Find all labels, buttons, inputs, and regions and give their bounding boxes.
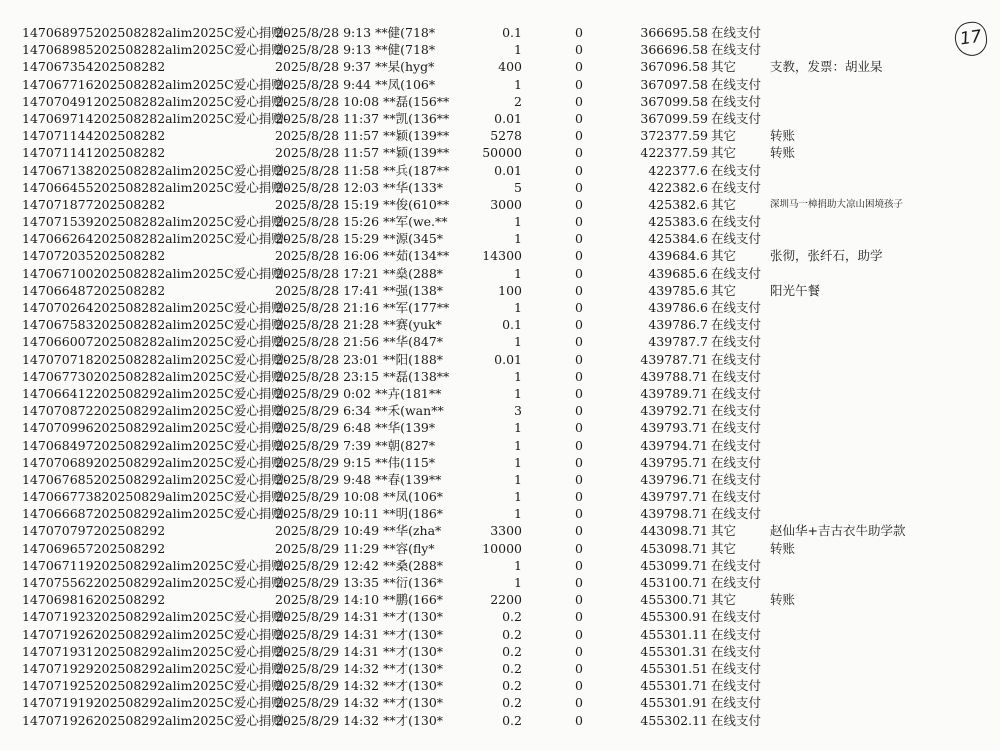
transaction-amount: 0.01 <box>494 351 522 367</box>
table-row <box>0 471 1000 488</box>
transaction-id: 147067685202508292alim2025C爱心捐赠- <box>22 471 289 487</box>
transaction-id: 147069816202508292 <box>22 592 166 608</box>
transaction-fee: 0 <box>575 317 583 333</box>
payment-type: 在线支付 <box>711 231 762 247</box>
transaction-fee: 0 <box>575 385 583 401</box>
transaction-time-donor: 2025/8/29 11:29 **容(fly* <box>275 540 435 556</box>
transaction-id: 147070264202508282alim2025C爱心捐赠- <box>22 300 289 315</box>
transaction-amount: 1 <box>514 334 522 350</box>
payment-type: 在线支付 <box>711 454 762 470</box>
account-balance: 455301.31 <box>640 643 708 659</box>
transaction-amount: 1 <box>514 265 522 281</box>
table-row <box>0 660 1000 677</box>
transaction-fee: 0 <box>575 334 583 350</box>
transaction-amount: 0.1 <box>502 317 522 333</box>
table-row <box>0 368 1000 385</box>
account-balance: 422377.6 <box>648 162 708 178</box>
payment-type: 在线支付 <box>711 437 762 453</box>
transaction-note: 转账 <box>770 592 796 608</box>
transaction-id: 147072035202508282 <box>22 248 166 264</box>
account-balance: 439793.71 <box>640 420 708 436</box>
payment-type: 在线支付 <box>711 265 762 281</box>
transaction-id: 147071141202508282 <box>22 145 166 161</box>
transaction-time-donor: 2025/8/28 11:57 **颖(139** <box>275 145 450 161</box>
transaction-fee: 0 <box>575 351 583 367</box>
transaction-note: 支教，发票：胡业杲 <box>770 59 883 75</box>
table-row <box>0 24 1000 41</box>
account-balance: 455301.51 <box>640 660 708 676</box>
table-row <box>0 351 1000 368</box>
transaction-id: 147071877202508282 <box>22 196 166 212</box>
transaction-id: 147068985202508282alim2025C爱心捐赠- <box>22 42 289 58</box>
transaction-amount: 0.2 <box>502 695 522 711</box>
table-row <box>0 282 1000 299</box>
transaction-time-donor: 2025/8/29 14:32 **才(130* <box>275 678 444 694</box>
payment-type: 在线支付 <box>711 25 762 40</box>
account-balance: 455301.71 <box>640 678 708 694</box>
payment-type: 在线支付 <box>711 300 762 315</box>
transaction-fee: 0 <box>575 643 583 659</box>
transaction-time-donor: 2025/8/29 14:32 **才(130* <box>275 712 444 728</box>
transaction-fee: 0 <box>575 300 583 315</box>
transaction-time-donor: 2025/8/28 17:41 **强(138* <box>275 282 444 298</box>
account-balance: 422377.59 <box>640 145 708 161</box>
transaction-amount: 0.01 <box>494 110 522 126</box>
transaction-id: 147067100202508282alim2025C爱心捐赠- <box>22 265 289 281</box>
table-row <box>0 299 1000 316</box>
transaction-amount: 1 <box>514 437 522 453</box>
table-row <box>0 196 1000 213</box>
transaction-id: 147066687202508292alim2025C爱心捐赠- <box>22 506 289 522</box>
payment-type: 在线支付 <box>711 317 762 333</box>
transaction-amount: 2200 <box>490 592 522 608</box>
table-row <box>0 677 1000 694</box>
transaction-id: 147071931202508292alim2025C爱心捐赠- <box>22 643 289 659</box>
account-balance: 425384.6 <box>648 231 708 247</box>
transaction-id: 147070797202508292 <box>22 523 166 539</box>
table-row <box>0 712 1000 729</box>
transaction-note: 张彻，张纤石，助学 <box>770 248 883 264</box>
transaction-time-donor: 2025/8/28 23:15 **磊(138** <box>275 368 450 384</box>
transaction-amount: 0.2 <box>502 643 522 659</box>
transaction-note: 赵仙华+吉古衣牛助学款 <box>770 523 906 539</box>
transaction-amount: 1 <box>514 368 522 384</box>
transaction-time-donor: 2025/8/28 21:16 **军(177** <box>275 300 450 315</box>
transaction-time-donor: 2025/8/29 14:32 **才(130* <box>275 695 444 711</box>
transaction-id: 147070996202508292alim2025C爱心捐赠- <box>22 420 289 436</box>
payment-type: 在线支付 <box>711 626 762 642</box>
table-row <box>0 437 1000 454</box>
account-balance: 455301.11 <box>640 626 708 642</box>
transaction-time-donor: 2025/8/29 10:11 **明(186* <box>275 506 444 522</box>
transaction-id: 147068497202508292alim2025C爱心捐赠- <box>22 437 289 453</box>
payment-type: 在线支付 <box>711 385 762 401</box>
table-row <box>0 247 1000 264</box>
payment-type: 在线支付 <box>711 93 762 109</box>
transaction-id: 147071925202508292alim2025C爱心捐赠- <box>22 678 289 694</box>
transaction-time-donor: 2025/8/29 7:39 **朝(827* <box>275 437 436 453</box>
account-balance: 439786.6 <box>648 300 708 315</box>
table-row <box>0 110 1000 127</box>
payment-type: 在线支付 <box>711 557 762 573</box>
transaction-time-donor: 2025/8/28 17:21 **燊(288* <box>275 265 444 281</box>
account-balance: 422382.6 <box>648 179 708 195</box>
payment-type: 其它 <box>711 248 737 264</box>
transaction-time-donor: 2025/8/28 16:06 **茹(134** <box>275 248 450 264</box>
payment-type: 在线支付 <box>711 678 762 694</box>
table-row <box>0 522 1000 539</box>
transaction-amount: 50000 <box>482 145 522 161</box>
transaction-time-donor: 2025/8/29 13:35 **衍(136* <box>275 575 444 590</box>
transaction-fee: 0 <box>575 76 583 92</box>
transaction-fee: 0 <box>575 403 583 419</box>
transaction-fee: 0 <box>575 282 583 298</box>
transaction-time-donor: 2025/8/29 14:31 **才(130* <box>275 626 444 642</box>
transaction-amount: 1 <box>514 420 522 436</box>
transaction-time-donor: 2025/8/29 14:32 **才(130* <box>275 660 444 676</box>
account-balance: 439787.71 <box>640 351 708 367</box>
transaction-time-donor: 2025/8/29 10:49 **华(zha* <box>275 523 442 539</box>
account-balance: 453100.71 <box>640 575 708 590</box>
account-balance: 372377.59 <box>640 128 708 144</box>
payment-type: 其它 <box>711 282 737 298</box>
transaction-note: 转账 <box>770 540 796 556</box>
transaction-id: 147067716202508282alim2025C爱心捐赠- <box>22 76 289 92</box>
account-balance: 439798.71 <box>640 506 708 522</box>
transaction-amount: 1 <box>514 506 522 522</box>
payment-type: 在线支付 <box>711 179 762 195</box>
payment-type: 在线支付 <box>711 351 762 367</box>
table-row <box>0 626 1000 643</box>
payment-type: 在线支付 <box>711 660 762 676</box>
transaction-amount: 1 <box>514 471 522 487</box>
transaction-id: 147066007202508282alim2025C爱心捐赠- <box>22 334 289 350</box>
transaction-amount: 1 <box>514 557 522 573</box>
transaction-time-donor: 2025/8/28 12:03 **华(133* <box>275 179 444 195</box>
transaction-id: 147066773820250829alim2025C爱心捐赠- <box>22 489 289 505</box>
transaction-fee: 0 <box>575 25 583 40</box>
transaction-amount: 1 <box>514 231 522 247</box>
transaction-time-donor: 2025/8/28 11:37 **凯(136** <box>275 110 450 126</box>
account-balance: 439794.71 <box>640 437 708 453</box>
table-row <box>0 419 1000 436</box>
payment-type: 在线支付 <box>711 214 762 230</box>
transaction-fee: 0 <box>575 506 583 522</box>
account-balance: 455300.91 <box>640 609 708 625</box>
transaction-note: 转账 <box>770 145 796 161</box>
transaction-fee: 0 <box>575 110 583 126</box>
transaction-id: 147069714202508282alim2025C爱心捐赠- <box>22 110 289 126</box>
payment-type: 在线支付 <box>711 471 762 487</box>
transaction-amount: 3 <box>514 403 522 419</box>
transaction-amount: 0.2 <box>502 609 522 625</box>
transaction-amount: 1 <box>514 214 522 230</box>
transaction-note: 转账 <box>770 128 796 144</box>
transaction-amount: 1 <box>514 575 522 590</box>
transaction-amount: 10000 <box>482 540 522 556</box>
transaction-time-donor: 2025/8/29 6:48 **华(139* <box>275 420 436 436</box>
transaction-fee: 0 <box>575 420 583 436</box>
account-balance: 439787.7 <box>648 334 708 350</box>
transaction-list <box>0 24 1000 729</box>
account-balance: 439786.7 <box>648 317 708 333</box>
payment-type: 在线支付 <box>711 162 762 178</box>
transaction-amount: 1 <box>514 454 522 470</box>
transaction-time-donor: 2025/8/28 9:37 **杲(hyg* <box>275 59 435 75</box>
table-row <box>0 265 1000 282</box>
table-row <box>0 591 1000 608</box>
transaction-time-donor: 2025/8/29 14:31 **才(130* <box>275 609 444 625</box>
transaction-fee: 0 <box>575 214 583 230</box>
transaction-amount: 100 <box>498 282 522 298</box>
transaction-id: 147071923202508292alim2025C爱心捐赠- <box>22 609 289 625</box>
transaction-fee: 0 <box>575 179 583 195</box>
payment-type: 其它 <box>711 523 737 539</box>
transaction-time-donor: 2025/8/28 23:01 **阳(188* <box>275 351 444 367</box>
transaction-id: 147071919202508292alim2025C爱心捐赠- <box>22 695 289 711</box>
transaction-fee: 0 <box>575 471 583 487</box>
transaction-fee: 0 <box>575 540 583 556</box>
transaction-fee: 0 <box>575 489 583 505</box>
transaction-time-donor: 2025/8/28 21:28 **赛(yuk* <box>275 317 442 333</box>
transaction-fee: 0 <box>575 695 583 711</box>
payment-type: 在线支付 <box>711 489 762 505</box>
transaction-time-donor: 2025/8/29 9:48 **春(139** <box>275 471 442 487</box>
transaction-time-donor: 2025/8/29 14:10 **鹏(166* <box>275 592 444 608</box>
transaction-fee: 0 <box>575 231 583 247</box>
transaction-id: 147071539202508282alim2025C爱心捐赠- <box>22 214 289 230</box>
payment-type: 其它 <box>711 196 737 212</box>
account-balance: 455300.71 <box>640 592 708 608</box>
account-balance: 425382.6 <box>648 196 708 212</box>
transaction-fee: 0 <box>575 557 583 573</box>
table-row <box>0 574 1000 591</box>
table-row <box>0 144 1000 161</box>
transaction-amount: 0.2 <box>502 660 522 676</box>
transaction-time-donor: 2025/8/29 0:02 **卉(181** <box>275 385 442 401</box>
account-balance: 439795.71 <box>640 454 708 470</box>
transaction-fee: 0 <box>575 93 583 109</box>
table-row <box>0 41 1000 58</box>
account-balance: 455301.91 <box>640 695 708 711</box>
transaction-amount: 1 <box>514 42 522 58</box>
table-row <box>0 557 1000 574</box>
table-row <box>0 385 1000 402</box>
transaction-id: 147066412202508292alim2025C爱心捐赠- <box>22 385 289 401</box>
account-balance: 367097.58 <box>640 76 708 92</box>
transaction-fee: 0 <box>575 660 583 676</box>
payment-type: 在线支付 <box>711 110 762 126</box>
account-balance: 439788.71 <box>640 368 708 384</box>
transaction-amount: 0.01 <box>494 162 522 178</box>
table-row <box>0 454 1000 471</box>
transaction-id: 147067354202508282 <box>22 59 166 75</box>
transaction-time-donor: 2025/8/28 11:57 **颖(139** <box>275 128 450 144</box>
transaction-amount: 0.2 <box>502 712 522 728</box>
table-row <box>0 608 1000 625</box>
table-row <box>0 93 1000 110</box>
transaction-time-donor: 2025/8/28 9:13 **健(718* <box>275 25 436 40</box>
table-row <box>0 402 1000 419</box>
payment-type: 在线支付 <box>711 575 762 590</box>
transaction-amount: 5278 <box>490 128 522 144</box>
transaction-time-donor: 2025/8/28 21:56 **华(847* <box>275 334 444 350</box>
table-row <box>0 179 1000 196</box>
transaction-id: 147067138202508282alim2025C爱心捐赠- <box>22 162 289 178</box>
transaction-fee: 0 <box>575 368 583 384</box>
account-balance: 367099.58 <box>640 93 708 109</box>
transaction-time-donor: 2025/8/29 9:15 **伟(115* <box>275 454 436 470</box>
transaction-fee: 0 <box>575 626 583 642</box>
transaction-amount: 5 <box>514 179 522 195</box>
payment-type: 在线支付 <box>711 403 762 419</box>
payment-type: 在线支付 <box>711 420 762 436</box>
transaction-id: 147070872202508292alim2025C爱心捐赠- <box>22 403 289 419</box>
table-row <box>0 643 1000 660</box>
table-row <box>0 540 1000 557</box>
transaction-fee: 0 <box>575 575 583 590</box>
transaction-id: 147071926202508292alim2025C爱心捐赠- <box>22 712 289 728</box>
transaction-id: 147066487202508282 <box>22 282 166 298</box>
transaction-id: 147071929202508292alim2025C爱心捐赠- <box>22 660 289 676</box>
transaction-note: 阳光午餐 <box>770 282 821 298</box>
account-balance: 455302.11 <box>640 712 708 728</box>
transaction-time-donor: 2025/8/28 9:44 **凤(106* <box>275 76 436 92</box>
account-balance: 439684.6 <box>648 248 708 264</box>
account-balance: 439785.6 <box>648 282 708 298</box>
table-row <box>0 316 1000 333</box>
account-balance: 366695.58 <box>640 25 708 40</box>
transaction-fee: 0 <box>575 196 583 212</box>
transaction-time-donor: 2025/8/28 15:26 **军(we.** <box>275 214 448 230</box>
payment-type: 其它 <box>711 592 737 608</box>
transaction-id: 147067583202508282alim2025C爱心捐赠- <box>22 317 289 333</box>
transaction-id: 147066264202508282alim2025C爱心捐赠- <box>22 231 289 247</box>
account-balance: 425383.6 <box>648 214 708 230</box>
account-balance: 439797.71 <box>640 489 708 505</box>
payment-type: 其它 <box>711 128 737 144</box>
transaction-amount: 3000 <box>490 196 522 212</box>
transaction-amount: 2 <box>514 93 522 109</box>
table-row <box>0 58 1000 75</box>
account-balance: 367099.59 <box>640 110 708 126</box>
transaction-fee: 0 <box>575 678 583 694</box>
transaction-amount: 1 <box>514 300 522 315</box>
transaction-fee: 0 <box>575 454 583 470</box>
payment-type: 在线支付 <box>711 42 762 58</box>
account-balance: 443098.71 <box>640 523 708 539</box>
transaction-id: 147071144202508282 <box>22 128 166 144</box>
transaction-amount: 14300 <box>482 248 522 264</box>
transaction-time-donor: 2025/8/28 11:58 **兵(187** <box>275 162 450 178</box>
table-row <box>0 230 1000 247</box>
transaction-fee: 0 <box>575 437 583 453</box>
payment-type: 在线支付 <box>711 368 762 384</box>
table-row <box>0 213 1000 230</box>
transaction-id: 147071926202508292alim2025C爱心捐赠- <box>22 626 289 642</box>
account-balance: 367096.58 <box>640 59 708 75</box>
page-number-circle: 17 <box>953 20 989 58</box>
account-balance: 439796.71 <box>640 471 708 487</box>
transaction-time-donor: 2025/8/28 10:08 **磊(156** <box>275 93 450 109</box>
payment-type: 在线支付 <box>711 334 762 350</box>
transaction-note: 深圳马一樟捐助大凉山困境孩子 <box>770 198 904 210</box>
transaction-amount: 1 <box>514 489 522 505</box>
transaction-id: 147068975202508282alim2025C爱心捐赠- <box>22 25 289 40</box>
transaction-time-donor: 2025/8/29 12:42 **桑(288* <box>275 557 444 573</box>
account-balance: 366696.58 <box>640 42 708 58</box>
transaction-fee: 0 <box>575 523 583 539</box>
payment-type: 在线支付 <box>711 695 762 711</box>
transaction-fee: 0 <box>575 609 583 625</box>
payment-type: 在线支付 <box>711 712 762 728</box>
transaction-amount: 1 <box>514 385 522 401</box>
table-row <box>0 333 1000 350</box>
payment-type: 在线支付 <box>711 609 762 625</box>
account-balance: 453098.71 <box>640 540 708 556</box>
account-balance: 439792.71 <box>640 403 708 419</box>
transaction-fee: 0 <box>575 265 583 281</box>
transaction-amount: 0.2 <box>502 626 522 642</box>
account-balance: 453099.71 <box>640 557 708 573</box>
transaction-time-donor: 2025/8/28 15:29 **源(345* <box>275 231 444 247</box>
transaction-id: 147066455202508282alim2025C爱心捐赠- <box>22 179 289 195</box>
payment-type: 在线支付 <box>711 643 762 659</box>
transaction-fee: 0 <box>575 248 583 264</box>
account-balance: 439685.6 <box>648 265 708 281</box>
transaction-fee: 0 <box>575 59 583 75</box>
transaction-time-donor: 2025/8/28 15:19 **俊(610** <box>275 196 450 212</box>
transaction-fee: 0 <box>575 162 583 178</box>
table-row <box>0 76 1000 93</box>
transaction-amount: 0.2 <box>502 678 522 694</box>
account-balance: 439789.71 <box>640 385 708 401</box>
transaction-amount: 1 <box>514 76 522 92</box>
transaction-fee: 0 <box>575 712 583 728</box>
transaction-id: 147070689202508292alim2025C爱心捐赠- <box>22 454 289 470</box>
transaction-amount: 0.1 <box>502 25 522 40</box>
payment-type: 其它 <box>711 59 737 75</box>
transaction-id: 147070491202508282alim2025C爱心捐赠- <box>22 93 289 109</box>
table-row <box>0 127 1000 144</box>
transaction-id: 147067119202508292alim2025C爱心捐赠- <box>22 557 289 573</box>
payment-type: 在线支付 <box>711 506 762 522</box>
transaction-fee: 0 <box>575 128 583 144</box>
payment-type: 其它 <box>711 540 737 556</box>
transaction-time-donor: 2025/8/29 6:34 **禾(wan** <box>275 403 444 419</box>
payment-type: 在线支付 <box>711 76 762 92</box>
transaction-time-donor: 2025/8/29 10:08 **凤(106* <box>275 489 444 505</box>
table-row <box>0 694 1000 711</box>
transaction-time-donor: 2025/8/29 14:31 **才(130* <box>275 643 444 659</box>
table-row <box>0 162 1000 179</box>
transaction-fee: 0 <box>575 145 583 161</box>
payment-type: 其它 <box>711 145 737 161</box>
transaction-id: 147070718202508282alim2025C爱心捐赠- <box>22 351 289 367</box>
table-row <box>0 488 1000 505</box>
transaction-amount: 3300 <box>490 523 522 539</box>
table-row <box>0 505 1000 522</box>
transaction-time-donor: 2025/8/28 9:13 **健(718* <box>275 42 436 58</box>
transaction-id: 147067730202508282alim2025C爱心捐赠- <box>22 368 289 384</box>
transaction-amount: 400 <box>498 59 522 75</box>
transaction-id: 147075562202508292alim2025C爱心捐赠- <box>22 575 289 590</box>
transaction-id: 147069657202508292 <box>22 540 166 556</box>
transaction-fee: 0 <box>575 592 583 608</box>
transaction-fee: 0 <box>575 42 583 58</box>
